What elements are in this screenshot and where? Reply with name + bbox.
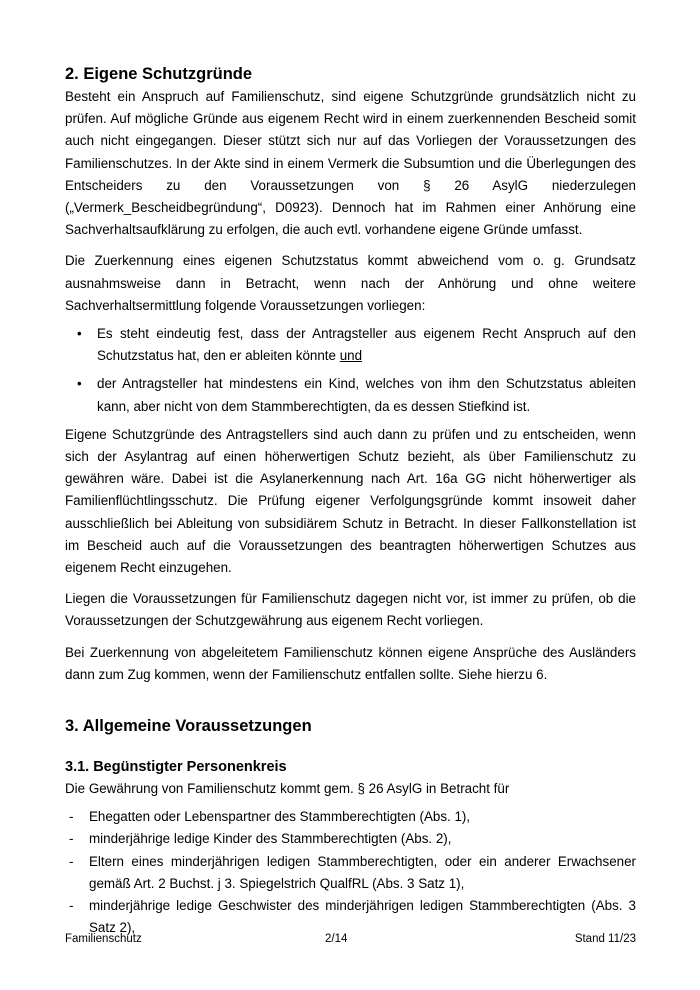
condition-item-2 (65, 373, 636, 417)
bullet-mark: • (77, 376, 82, 392)
page-footer (65, 933, 636, 949)
beneficiary-item-text: Eltern eines minderjährigen ledigen Stammberechtigten, oder ein anderer Erwachsener gemäß Art. 2 Buchst. j 3. Spiegelstrich QualfRL (Abs. 3 Satz 1), (89, 853, 636, 891)
beneficiary-item-text: Ehegatten oder Lebenspartner des Stammberechtigten (Abs. 1), (89, 809, 471, 825)
condition-list (65, 323, 636, 418)
footer-document-title: Familienschutz (65, 933, 142, 945)
bullet-mark: • (77, 326, 82, 342)
condition-item-1-text: Es steht eindeutig fest, dass der Antragsteller aus eigenem Recht Anspruch auf den Schutzstatus hat, den er ableiten könnte (97, 326, 636, 364)
condition-item-1-und: und (339, 348, 363, 364)
beneficiary-item-text: minderjährige ledige Geschwister des minderjährigen ledigen Stammberechtigten (Abs. 3 Satz 2), (89, 898, 636, 936)
dash-mark: - (69, 898, 74, 914)
section-3-1-intro: Die Gewährung von Familienschutz kommt gem. § 26 AsylG in Betracht für (65, 781, 510, 797)
dash-mark: - (69, 853, 74, 869)
beneficiary-item-text: minderjährige ledige Kinder des Stammberechtigten (Abs. 2), (89, 831, 452, 847)
beneficiary-item (65, 851, 636, 895)
section-2-paragraph-3: Eigene Schutzgründe des Antragstellers sind auch dann zu prüfen und zu entscheiden, wenn sich der Asylantrag auf einen höherwertigen Schutz bezieht, als über Familienschutz zu gewähren wäre. Dabei ist die Asylanerkennung nach Art. 16a GG nicht höherwertiger als Familienflüchtlingsschutz. Die Prüfung eigener Verfolgungsgründe kommt insoweit daher ausschließlich bei Ableitung von subsidiärem Schutz in Betracht. In dieser Fallkonstellation ist im Bescheid auch auf die Voraussetzungen des beantragten höherwertigen Schutzes aus eigenem Recht einzugehen. (65, 426, 636, 576)
beneficiary-item (65, 806, 636, 828)
section-2-paragraph-5: Bei Zuerkennung von abgeleitetem Familienschutz können eigene Ansprüche des Ausländers dann zum Zug kommen, wenn der Familienschutz entfallen sollte. Siehe hierzu 6. (65, 644, 636, 682)
document-page (65, 62, 636, 940)
condition-item-2-text: der Antragsteller hat mindestens ein Kind, welches von ihm den Schutzstatus ableiten kann, aber nicht von dem Stammberechtigten, da es dessen Stiefkind ist. (97, 376, 636, 414)
dash-mark: - (69, 831, 74, 847)
section-2-paragraph-1: Besteht ein Anspruch auf Familienschutz, sind eigene Schutzgründe grundsätzlich nicht zu prüfen. Auf mögliche Gründe aus eigenem Recht wird in einem zuerkennenden Bescheid somit auch nicht eingegangen. Dieser stützt sich nur auf das Vorliegen der Voraussetzungen des Familienschutzes. In der Akte sind in einem Vermerk die Subsumtion und die Überlegungen des Entscheiders zu den Voraussetzungen von § 26 AsylG niederzulegen („Vermerk_Bescheidbegründung“, D0923). Dennoch hat im Rahmen einer Anhörung eine Sachverhaltsaufklärung zu erfolgen, die auch evtl. vorhandene eigene Gründe umfasst. (65, 89, 636, 238)
footer-page-number: 2/14 (325, 933, 348, 945)
section-2-paragraph-4: Liegen die Voraussetzungen für Familienschutz dagegen nicht vor, ist immer zu prüfen, ob die Voraussetzungen der Schutzgewährung aus eigenem Recht vorliegen. (65, 591, 636, 629)
condition-item-1 (65, 323, 636, 367)
section-3-1-heading: 3.1. Begünstigter Personenkreis (65, 759, 287, 776)
section-3-heading: 3. Allgemeine Voraussetzungen (65, 717, 312, 736)
beneficiary-list (65, 806, 636, 939)
section-2-paragraph-2: Die Zuerkennung eines eigenen Schutzstatus kommt abweichend vom o. g. Grundsatz ausnahmsweise dann in Betracht, wenn nach der Anhörung und ohne weitere Sachverhaltsermittlung folgende Voraussetzungen vorliegen: (65, 253, 636, 313)
footer-version: Stand 11/23 (574, 933, 636, 945)
dash-mark: - (69, 809, 74, 825)
beneficiary-item (65, 828, 636, 850)
section-2-heading: 2. Eigene Schutzgründe (65, 65, 253, 83)
